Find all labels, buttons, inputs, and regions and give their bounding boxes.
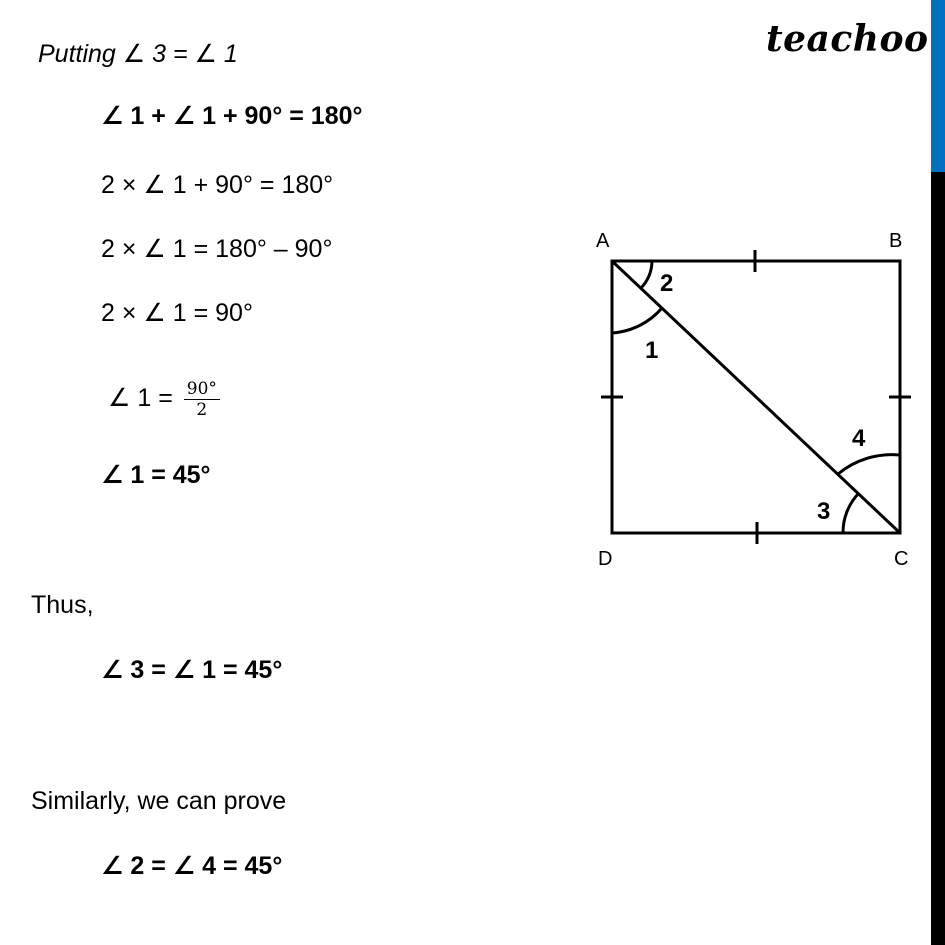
eq5-lhs: ∠ 1 = <box>108 384 173 412</box>
step-eq3: 2 × ∠ 1 = 180° – 90° <box>101 235 333 263</box>
angle-label-2: 2 <box>660 270 674 297</box>
arc-angle-2 <box>641 261 652 288</box>
diagonal-ac <box>612 261 900 533</box>
angle-label-4: 4 <box>852 425 866 452</box>
result-2: ∠ 2 = ∠ 4 = 45° <box>101 852 283 880</box>
step-putting: Putting ∠ 3 = ∠ 1 <box>38 40 238 68</box>
result-1: ∠ 3 = ∠ 1 = 45° <box>101 656 283 684</box>
angle-label-1: 1 <box>645 337 659 364</box>
arc-angle-3 <box>843 494 858 533</box>
vertex-a: A <box>596 230 610 252</box>
vertex-d: D <box>598 548 613 570</box>
arc-angle-1 <box>612 308 662 333</box>
step-eq1: ∠ 1 + ∠ 1 + 90° = 180° <box>101 102 363 130</box>
step-eq6: ∠ 1 = 45° <box>101 461 211 489</box>
vertex-b: B <box>889 230 903 252</box>
step-eq4: 2 × ∠ 1 = 90° <box>101 299 253 327</box>
fraction-numerator: 90° <box>184 379 220 400</box>
vertex-c: C <box>894 548 909 570</box>
thus-label: Thus, <box>31 591 94 619</box>
arc-angle-4 <box>838 455 900 474</box>
angle-label-3: 3 <box>817 498 831 525</box>
step-eq2: 2 × ∠ 1 + 90° = 180° <box>101 171 334 199</box>
similarly-label: Similarly, we can prove <box>31 787 287 815</box>
fraction-denominator: 2 <box>196 399 208 420</box>
logo: teachoo <box>766 18 929 60</box>
